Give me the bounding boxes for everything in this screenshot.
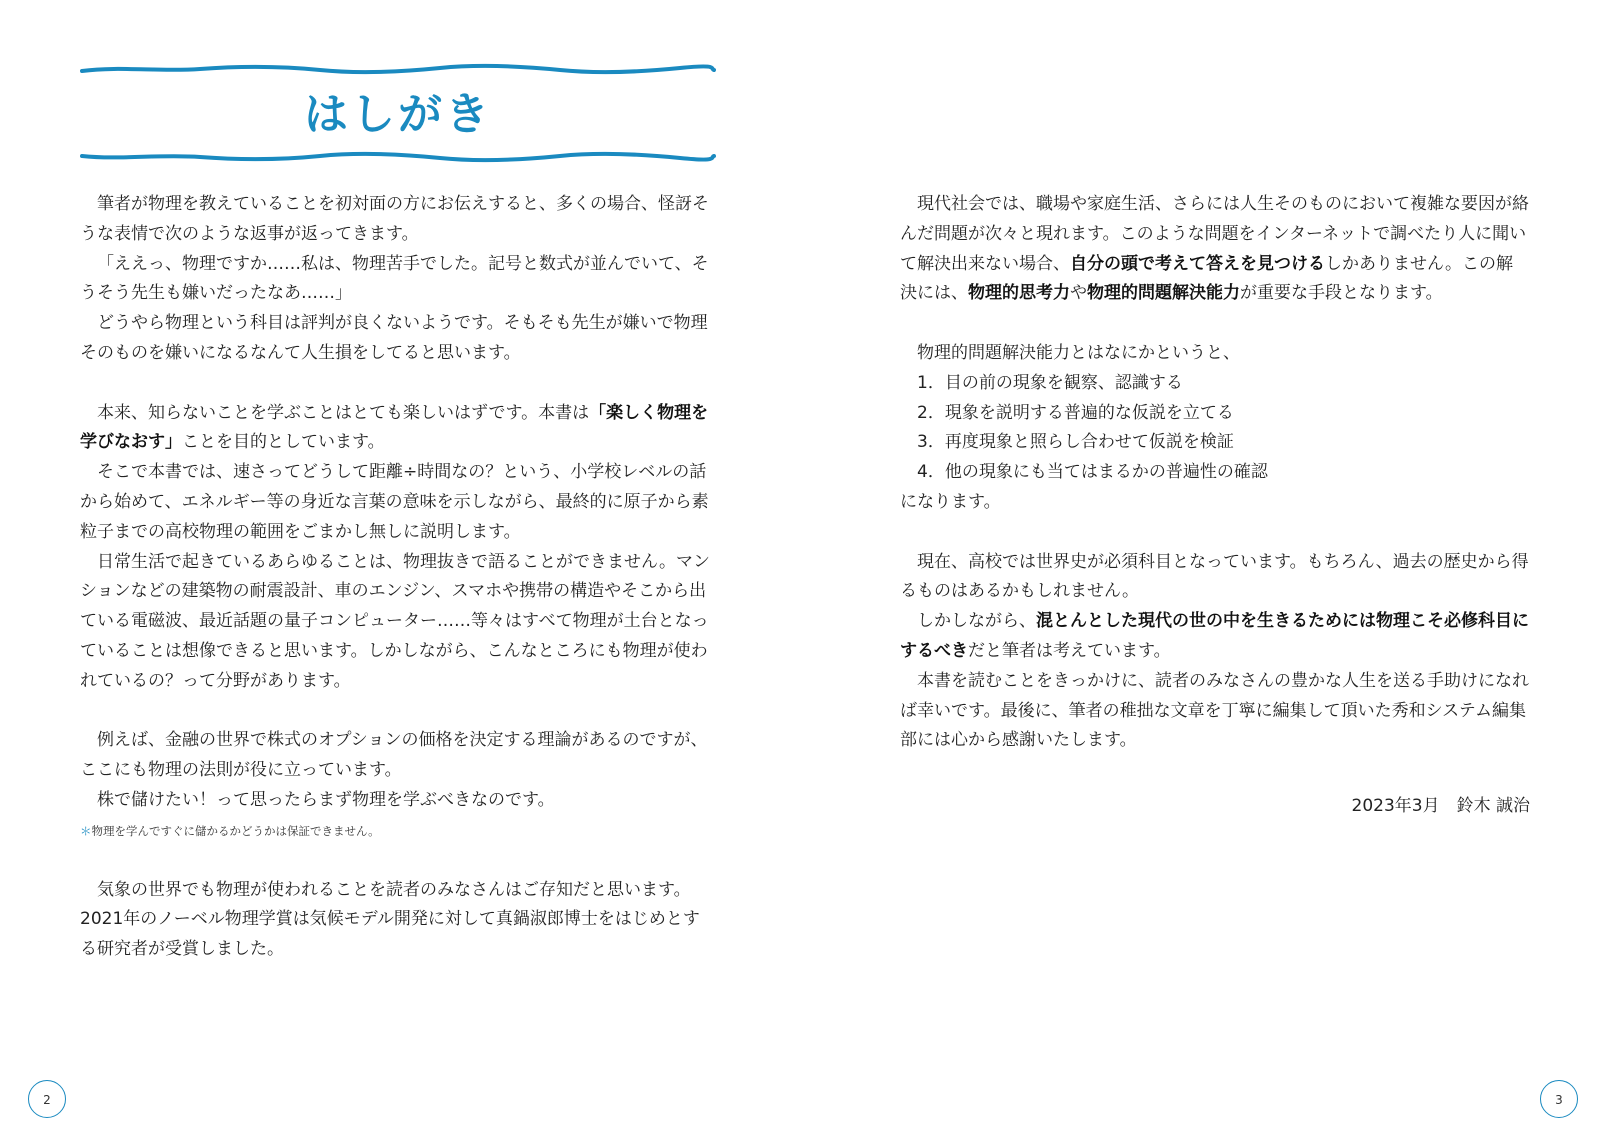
title-block bbox=[80, 60, 716, 170]
paragraph: どうやら物理という科目は評判が良くないようです。そもそも先生が嫌いで物理そのものを嫌いになるなんて人生損をしてると思います。 bbox=[80, 313, 708, 363]
spacer bbox=[900, 518, 1530, 548]
paragraph bbox=[900, 190, 1530, 309]
list-item: 1．目の前の現象を観察、認識する bbox=[917, 372, 1183, 393]
page-title: はしがき bbox=[304, 89, 492, 140]
bold-phrase: 混とんとした現代の世の中を生きるためには物理こそ必修科目にするべき bbox=[900, 611, 1529, 661]
paragraph: そこで本書では、速さってどうして距離÷時間なの？という、小学校レベルの話から始めて、エネルギー等の身近な言葉の意味を示しながら、最終的に原子から素粒子までの高校物理の範囲をごまかし無しに説明します。 bbox=[80, 462, 709, 542]
bold-phrase: 物理的思考力 bbox=[968, 283, 1070, 304]
footnote bbox=[80, 816, 716, 846]
text-span: ことを目的としています。 bbox=[182, 432, 385, 453]
paragraph: 物理的問題解決能力とはなにかというと、 bbox=[917, 342, 1240, 363]
bold-phrase: 「楽しく物理を学びなおす」 bbox=[80, 402, 709, 453]
text-span: しかありません。この解決には、 bbox=[900, 253, 1514, 304]
paragraph: 日常生活で起きているあらゆることは、物理抜きで語ることができません。マンションなどの建築物の耐震設計、車のエンジン、スマホや携帯の構造やそこから出ている電磁波、最近話題の量子コンピューター……等々はすべて物理が土台となっていることは想像できると思います。しかしながら、こんなところにも物理が使われているの？って分野があります。 bbox=[80, 551, 711, 691]
paragraph: になります。 bbox=[900, 491, 1001, 512]
quote-paragraph: 「ええっ、物理ですか……私は、物理苦手でした。記号と数式が並んでいて、そうそう先生も嫌いだったなあ……」 bbox=[80, 253, 709, 304]
spacer bbox=[80, 697, 716, 727]
list-item: 4．他の現象にも当てはまるかの普遍性の確認 bbox=[917, 462, 1268, 483]
text-span: 本来、知らないことを学ぶことはとても楽しいはずです。本書は bbox=[97, 402, 590, 423]
paragraph: 筆者が物理を教えていることを初対面の方にお伝えすると、多くの場合、怪訝そうな表情で次のような返事が返ってきます。 bbox=[80, 194, 709, 244]
text-span: 現代社会では、職場や家庭生活、さらには人生そのものにおいて複雑な要因が絡んだ問題が次々と現れます。このような問題をインターネットで調べたり人に聞いて解決出来ない場合、 bbox=[900, 194, 1529, 274]
page-number: 3 bbox=[1540, 1080, 1578, 1118]
spacer bbox=[80, 846, 716, 876]
bold-phrase: 自分の頭で考えて答えを見つける bbox=[1070, 253, 1325, 274]
footnote-text: 物理を学んですぐに儲かるかどうかは保証できません。 bbox=[91, 823, 380, 838]
spacer bbox=[900, 756, 1530, 786]
spacer bbox=[900, 309, 1530, 339]
signature: 2023年3月 鈴木 誠治 bbox=[1351, 795, 1530, 816]
bold-phrase: 物理的問題解決能力 bbox=[1087, 283, 1240, 304]
right-text-column bbox=[900, 190, 1530, 822]
asterisk-icon: ＊ bbox=[80, 823, 92, 838]
paragraph: 例えば、金融の世界で株式のオプションの価格を決定する理論があるのですが、ここにも物理の法則が役に立っています。 bbox=[80, 730, 708, 781]
text-span: だと筆者は考えています。 bbox=[968, 640, 1171, 661]
top-wavy-rule bbox=[80, 62, 716, 76]
left-text-column bbox=[80, 190, 716, 965]
text-span: や bbox=[1070, 283, 1087, 304]
paragraph bbox=[80, 399, 716, 459]
page-number: 2 bbox=[28, 1080, 66, 1118]
spacer bbox=[80, 369, 716, 399]
paragraph: 株で儲けたい！って思ったらまず物理を学ぶべきなのです。 bbox=[97, 789, 555, 810]
bottom-wavy-rule bbox=[80, 150, 716, 164]
list-item: 2．現象を説明する普遍的な仮説を立てる bbox=[917, 402, 1234, 423]
paragraph: 本書を読むことをきっかけに、読者のみなさんの豊かな人生を送る手助けになれば幸いです。最後に、筆者の稚拙な文章を丁寧に編集して頂いた秀和システム編集部には心から感謝いたします。 bbox=[900, 670, 1529, 751]
text-span: しかしながら、 bbox=[917, 611, 1036, 632]
paragraph bbox=[900, 607, 1530, 667]
paragraph: 気象の世界でも物理が使われることを読者のみなさんはご存知だと思います。2021年のノーベル物理学賞は気候モデル開発に対して真鍋淑郎博士をはじめとする研究者が受賞しました。 bbox=[80, 879, 700, 960]
paragraph: 現在、高校では世界史が必須科目となっています。もちろん、過去の歴史から得るものはあるかもしれません。 bbox=[900, 551, 1529, 602]
list-item: 3．再度現象と照らし合わせて仮説を検証 bbox=[917, 432, 1234, 453]
text-span: が重要な手段となります。 bbox=[1240, 283, 1443, 304]
